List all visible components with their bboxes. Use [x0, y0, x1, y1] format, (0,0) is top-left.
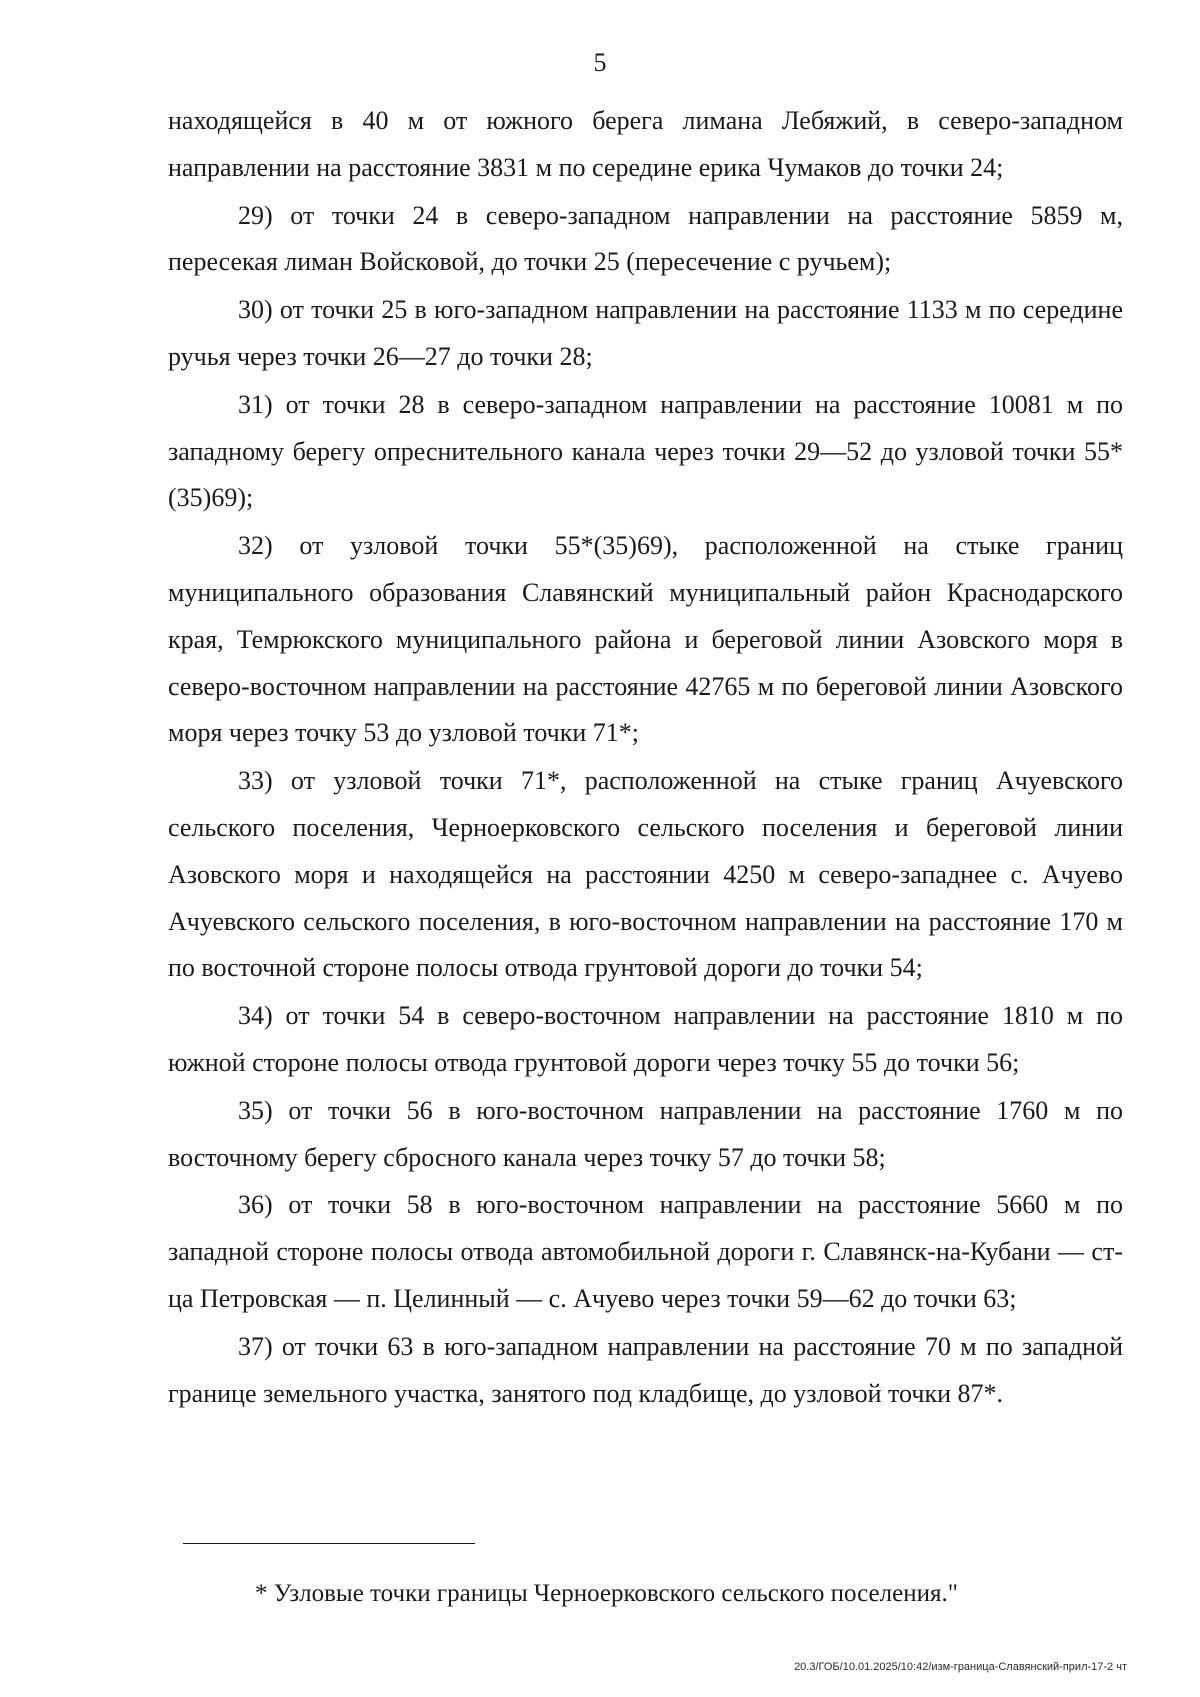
paragraph-item-29: 29) от точки 24 в северо-западном направлении на расстояние 5859 м, пересекая лиман Войсковой, до точки 25 (пересечение с ручьем); [168, 200, 1123, 277]
page-number: 5 [593, 48, 607, 77]
paragraph-item-32: 32) от узловой точки 55*(35)69), расположенной на стыке границ муниципального образования Славянский муниципальный район Краснодарского края, Темрюкского муниципального района и береговой линии Азовского моря в северо-восточном направлении на расстояние 42765 м по береговой линии Азовского моря через точку 53 до узловой точки 71*; [168, 531, 1123, 748]
document-service-mark: 20.3/ГОБ/10.01.2025/10:42/изм-граница-Славянский-прил-17-2 чт [794, 1661, 1127, 1673]
document-body [168, 98, 1123, 1418]
paragraph-item-31: 31) от точки 28 в северо-западном направлении на расстояние 10081 м по западному берегу опреснительного канала через точки 29—52 до узловой точки 55*(35)69); [168, 389, 1123, 513]
footnote: * Узловые точки границы Черноерковского сельского поселения." [255, 1580, 958, 1607]
paragraph-item-36: 36) от точки 58 в юго-восточном направлении на расстояние 5660 м по западной стороне полосы отвода автомобильной дороги г. Славянск-на-Кубани — ст-ца Петровская — п. Целинный — с. Ачуево через точки 59—62 до точки 63; [168, 1190, 1123, 1313]
paragraph-item-37: 37) от точки 63 в юго-западном направлении на расстояние 70 м по западной границе земельного участка, занятого под кладбище, до узловой точки 87*. [168, 1331, 1123, 1408]
paragraph-item-34: 34) от точки 54 в северо-восточном направлении на расстояние 1810 м по южной стороне полосы отвода грунтовой дороги через точку 55 до точки 56; [168, 1001, 1123, 1077]
paragraph-item-30: 30) от точки 25 в юго-западном направлении на расстояние 1133 м по середине ручья через точки 26—27 до точки 28; [168, 295, 1123, 371]
footnote-divider [183, 1543, 475, 1544]
paragraph-item-35: 35) от точки 56 в юго-восточном направлении на расстояние 1760 м по восточному берегу сбросного канала через точку 57 до точки 58; [168, 1095, 1123, 1172]
paragraph-continuation: находящейся в 40 м от южного берега лимана Лебяжий, в северо-западном направлении на расстояние 3831 м по середине ерика Чумаков до точки 24; [168, 106, 1123, 182]
paragraph-item-33: 33) от узловой точки 71*, расположенной на стыке границ Ачуевского сельского поселения, Черноерковского сельского поселения и береговой линии Азовского моря и находящейся на расстоянии 4250 м северо-западнее с. Ачуево Ачуевского сельского поселения, в юго-восточном направлении на расстояние 170 м по восточной стороне полосы отвода грунтовой дороги до точки 54; [168, 766, 1123, 983]
